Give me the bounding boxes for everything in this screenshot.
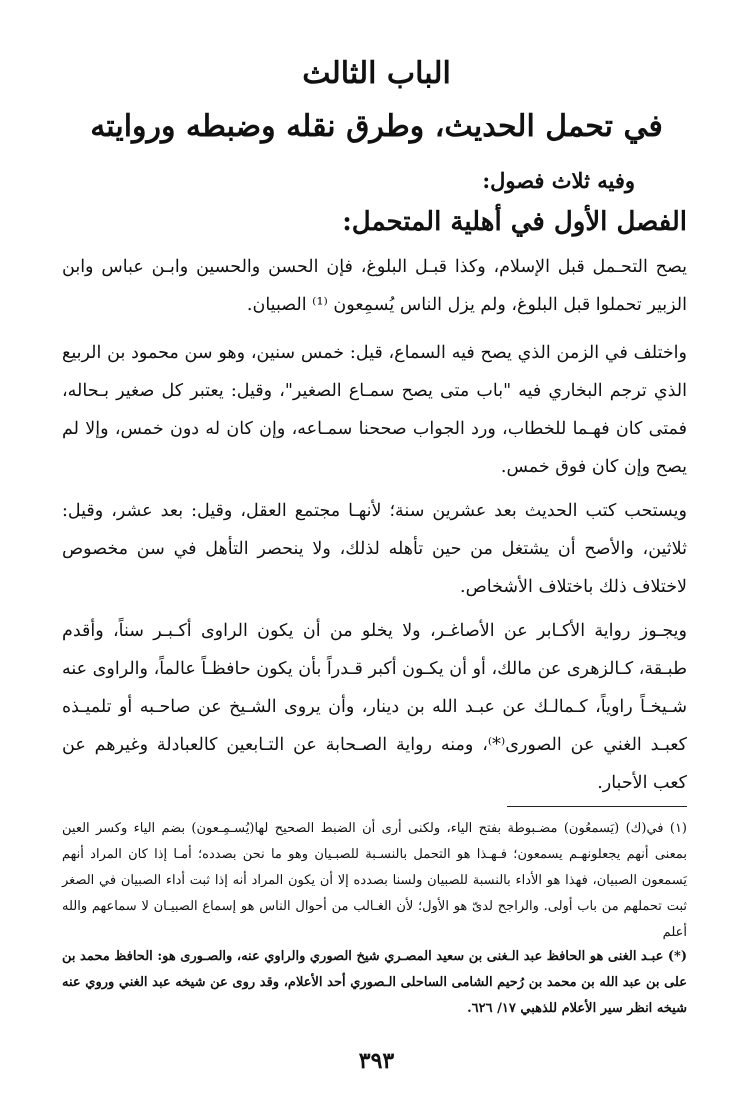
sections-intro: وفيه ثلاث فصول: [482, 168, 635, 193]
chapter-subtitle: في تحمل الحديث، وطرق نقله وضبطه وروايته [90, 109, 663, 144]
body-paragraph: يصح التحـمل قبل الإسلام، وكذا قبـل البلوغ، فإن الحسن والحسين وابـن عباس وابن الزبير تحملوا قبل البلوغ، ولم يزل الناس يُسمِعون ⁽¹⁾ الصبيان. [62, 257, 687, 315]
chapter-heading: الباب الثالث [302, 56, 451, 91]
body-paragraph: واختلف في الزمن الذي يصح فيه السماع، قيل: خمس سنين، وهو سن محمود بن الربيع الذي ترجم البخاري فيه "باب متى يصح سمـاع الصغير"، وقيل: يعتبر كل صغير بـحاله، فمتى كان فهـما للخطاب، ورد الجواب صححنا سمـاعه، وإن كان له دون خمس، وإلا لم يصح وإن كان فوق خمس. [62, 343, 687, 477]
section-heading: الفصل الأول في أهلية المتحمل: [342, 207, 687, 237]
body-paragraph: ويجـوز رواية الأكـابر عن الأصاغـر، ولا يخلو من أن يكون الراوى أكـبـر سناً، وأقدم طبـقة، كـالزهرى عن مالك، أو أن يكـون أكبر قـدراً بأن يكون حافظـاً عالماً، والراوى عنه شـيخـاً راوياً، كـمالـك عن عبـد الله بن دينار، وأن يروى الشـيخ عن صاحـبه أو تلميـذه كعبـد الغني عن الصورى⁽*⁾، ومنه رواية الصـحابة عن التـابعين كالعبادلة وغيرهم عن كعب الأحبار. [62, 621, 687, 793]
page-number: ٣٩٣ [358, 1048, 395, 1074]
footnote-divider [507, 806, 687, 807]
footnote: (*) عبـد الغنى هو الحافظ عبد الـغنى بن سعيد المصـري شيخ الصوري والراوي عنه، والصـورى هو: الحافظ محمد بن على بن عبد الله بن محمد بن رُحيم الشامى الساحلى الـصوري أحد الأعلام، وقد روى عن شيخه عبد الغني وروي عنه شيخه انظر سير الأعلام للذهبي ١٧/ ٦٢٦. [62, 949, 687, 1016]
body-paragraph: ويستحب كتب الحديث بعد عشرين سنة؛ لأنهـا مجتمع العقل، وقيل: بعد عشر، وقيل: ثلاثين، والأصح أن يشتغل من حين تأهله لذلك، ولا ينحصر التأهل في سن مخصوص لاختلاف ذلك باختلاف الأشخاص. [62, 501, 687, 597]
footnote: (١) في(ك) (يَسمعُون) مضـبوطة بفتح الياء، ولكنى أرى أن الضبط الصحيح لها(يُسـمِـعون) بضم الياء وكسر العين بمعنى أنهم يجعلونهـم يسمعون؛ فـهـذا هو التحمل بالنسـبة للصبـيان وهو ما نحن بصدده؛ أمـا إذا كان المراد أنهم يَسمعون الصبيان، فهذا هو الأداء بالنسبة للصبيان ولسنا بصدده إلا أن يكون المراد أنه إذا ثبت أداء الصبيان في الصغر ثبت تحملهم من باب أولى. والراجح لدىّ هو الأول؛ لأن الغـالب من أحوال الناس هو إسماع الصبيـان لا سماعهم والله أعلم [62, 821, 687, 940]
